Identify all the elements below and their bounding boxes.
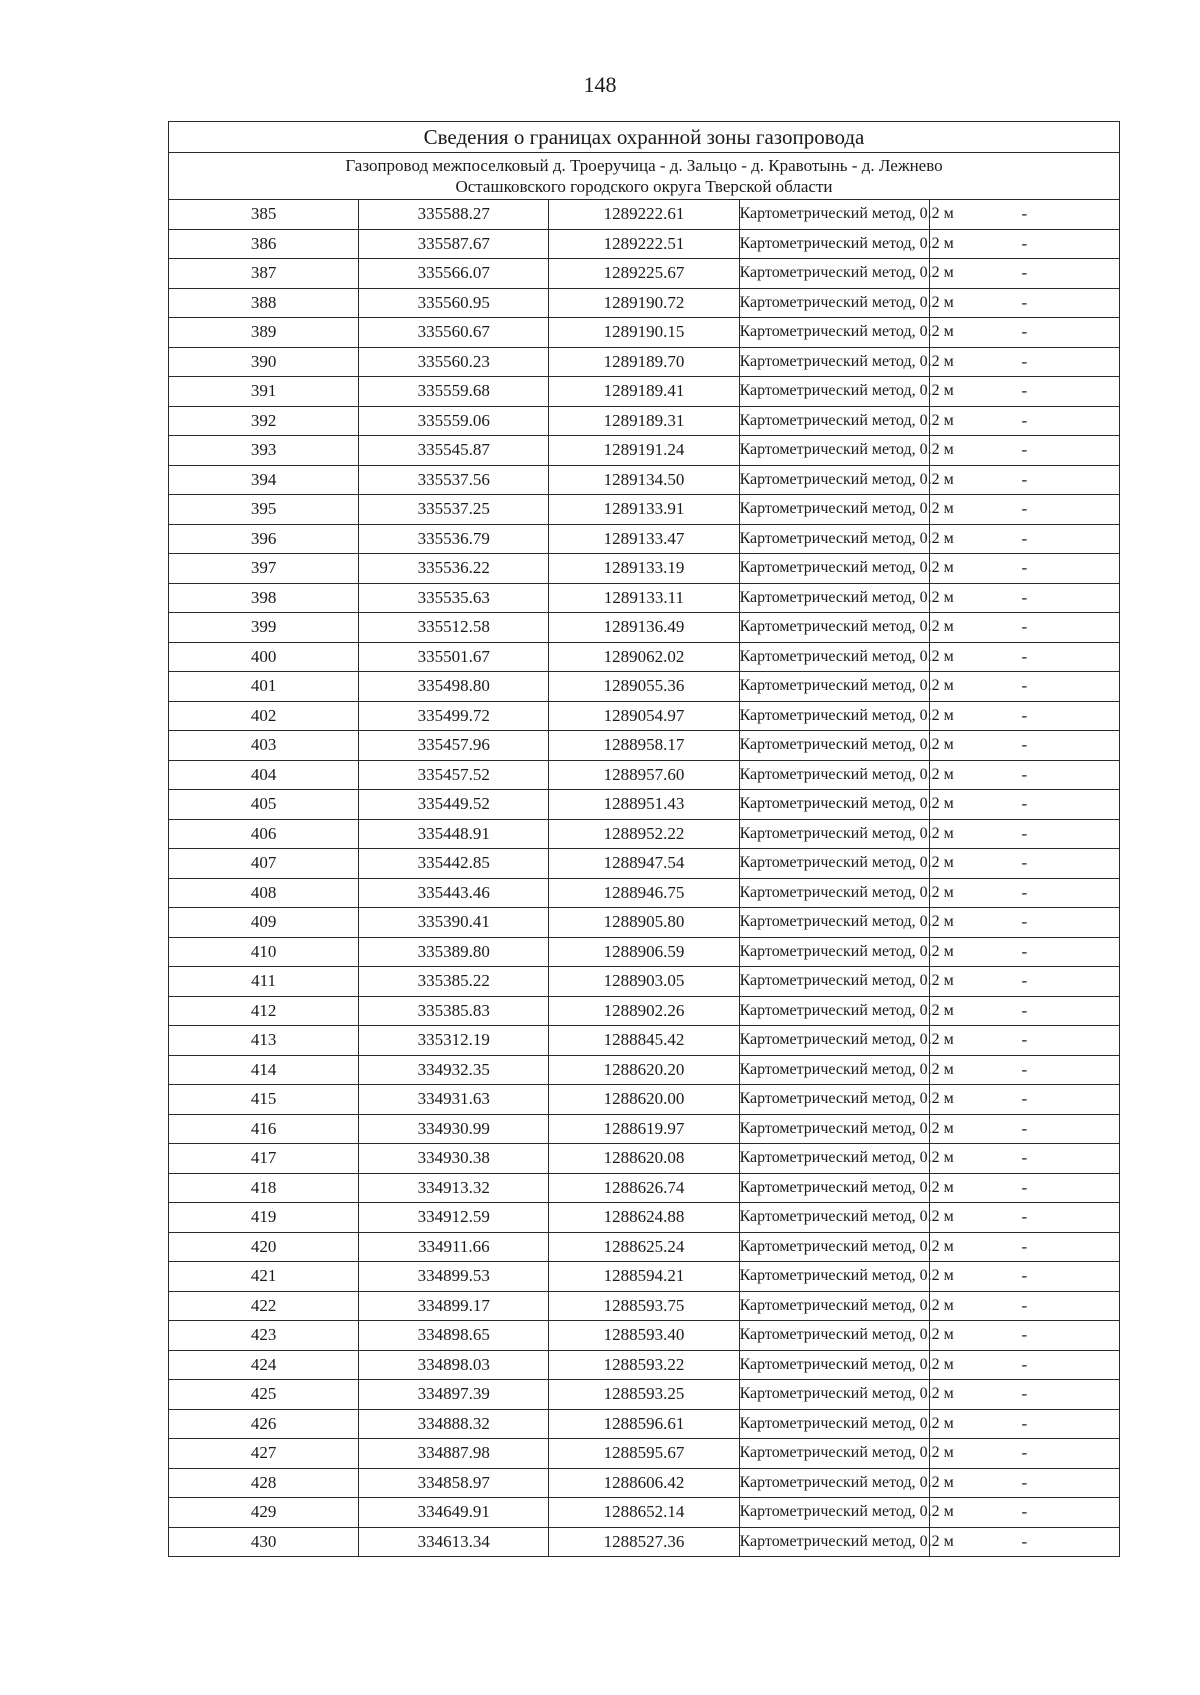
table-row [169, 937, 1120, 967]
coordinate-y-cell: 1289189.31 [549, 406, 739, 436]
notes-cell: - [929, 1291, 1119, 1321]
table-row [169, 1350, 1120, 1380]
table-row [169, 996, 1120, 1026]
notes-cell: - [929, 229, 1119, 259]
coordinate-y-cell: 1289062.02 [549, 642, 739, 672]
method-accuracy-cell: Картометрический метод, 0.2 м [739, 1527, 929, 1557]
method-accuracy-cell: Картометрический метод, 0.2 м [739, 1380, 929, 1410]
coordinate-x-cell: 335442.85 [359, 849, 549, 879]
coordinate-x-cell: 335448.91 [359, 819, 549, 849]
notes-cell: - [929, 495, 1119, 525]
coordinate-y-cell: 1289133.19 [549, 554, 739, 584]
table-title-row [169, 122, 1120, 153]
method-accuracy-cell: Картометрический метод, 0.2 м [739, 819, 929, 849]
coordinate-x-cell: 334911.66 [359, 1232, 549, 1262]
coordinate-y-cell: 1289190.72 [549, 288, 739, 318]
method-accuracy-cell: Картометрический метод, 0.2 м [739, 406, 929, 436]
method-accuracy-cell: Картометрический метод, 0.2 м [739, 1350, 929, 1380]
coordinate-x-cell: 335560.23 [359, 347, 549, 377]
method-accuracy-cell: Картометрический метод, 0.2 м [739, 495, 929, 525]
table-row [169, 819, 1120, 849]
method-accuracy-cell: Картометрический метод, 0.2 м [739, 1262, 929, 1292]
method-accuracy-cell: Картометрический метод, 0.2 м [739, 672, 929, 702]
method-accuracy-cell: Картометрический метод, 0.2 м [739, 583, 929, 613]
point-number-cell: 426 [169, 1409, 359, 1439]
point-number-cell: 405 [169, 790, 359, 820]
notes-cell: - [929, 318, 1119, 348]
coordinate-y-cell: 1288845.42 [549, 1026, 739, 1056]
point-number-cell: 391 [169, 377, 359, 407]
table-row [169, 672, 1120, 702]
point-number-cell: 388 [169, 288, 359, 318]
table-row [169, 1144, 1120, 1174]
notes-cell: - [929, 996, 1119, 1026]
method-accuracy-cell: Картометрический метод, 0.2 м [739, 1291, 929, 1321]
method-accuracy-cell: Картометрический метод, 0.2 м [739, 554, 929, 584]
notes-cell: - [929, 1144, 1119, 1174]
point-number-cell: 414 [169, 1055, 359, 1085]
notes-cell: - [929, 790, 1119, 820]
method-accuracy-cell: Картометрический метод, 0.2 м [739, 790, 929, 820]
notes-cell: - [929, 1409, 1119, 1439]
point-number-cell: 420 [169, 1232, 359, 1262]
table-row [169, 967, 1120, 997]
point-number-cell: 415 [169, 1085, 359, 1115]
coordinate-x-cell: 334899.53 [359, 1262, 549, 1292]
coordinate-y-cell: 1288903.05 [549, 967, 739, 997]
method-accuracy-cell: Картометрический метод, 0.2 м [739, 436, 929, 466]
point-number-cell: 429 [169, 1498, 359, 1528]
coordinate-x-cell: 335312.19 [359, 1026, 549, 1056]
table-row [169, 701, 1120, 731]
table-row [169, 1291, 1120, 1321]
table-row [169, 1232, 1120, 1262]
table-row [169, 583, 1120, 613]
coordinate-y-cell: 1288958.17 [549, 731, 739, 761]
point-number-cell: 428 [169, 1468, 359, 1498]
table-row [169, 229, 1120, 259]
notes-cell: - [929, 259, 1119, 289]
table-row [169, 1173, 1120, 1203]
table-row [169, 642, 1120, 672]
table-row [169, 1055, 1120, 1085]
coordinate-y-cell: 1289189.70 [549, 347, 739, 377]
coordinate-x-cell: 335390.41 [359, 908, 549, 938]
table-row [169, 554, 1120, 584]
point-number-cell: 387 [169, 259, 359, 289]
notes-cell: - [929, 524, 1119, 554]
method-accuracy-cell: Картометрический метод, 0.2 м [739, 229, 929, 259]
point-number-cell: 417 [169, 1144, 359, 1174]
point-number-cell: 424 [169, 1350, 359, 1380]
method-accuracy-cell: Картометрический метод, 0.2 м [739, 318, 929, 348]
method-accuracy-cell: Картометрический метод, 0.2 м [739, 642, 929, 672]
coordinate-x-cell: 335535.63 [359, 583, 549, 613]
table-row [169, 1114, 1120, 1144]
table-row [169, 1409, 1120, 1439]
notes-cell: - [929, 908, 1119, 938]
notes-cell: - [929, 1498, 1119, 1528]
method-accuracy-cell: Картометрический метод, 0.2 м [739, 377, 929, 407]
method-accuracy-cell: Картометрический метод, 0.2 м [739, 1085, 929, 1115]
coordinate-x-cell: 335512.58 [359, 613, 549, 643]
coordinate-y-cell: 1289134.50 [549, 465, 739, 495]
notes-cell: - [929, 760, 1119, 790]
table-row [169, 849, 1120, 879]
coordinate-x-cell: 335559.68 [359, 377, 549, 407]
point-number-cell: 423 [169, 1321, 359, 1351]
method-accuracy-cell: Картометрический метод, 0.2 м [739, 613, 929, 643]
coordinate-x-cell: 334931.63 [359, 1085, 549, 1115]
table-row [169, 347, 1120, 377]
coordinate-x-cell: 335499.72 [359, 701, 549, 731]
method-accuracy-cell: Картометрический метод, 0.2 м [739, 1321, 929, 1351]
coordinate-y-cell: 1289190.15 [549, 318, 739, 348]
point-number-cell: 412 [169, 996, 359, 1026]
method-accuracy-cell: Картометрический метод, 0.2 м [739, 1468, 929, 1498]
coordinate-y-cell: 1288652.14 [549, 1498, 739, 1528]
notes-cell: - [929, 1321, 1119, 1351]
point-number-cell: 401 [169, 672, 359, 702]
table-row [169, 790, 1120, 820]
notes-cell: - [929, 1055, 1119, 1085]
notes-cell: - [929, 642, 1119, 672]
coordinate-x-cell: 335536.79 [359, 524, 549, 554]
notes-cell: - [929, 701, 1119, 731]
point-number-cell: 406 [169, 819, 359, 849]
coordinate-y-cell: 1288620.08 [549, 1144, 739, 1174]
coordinate-x-cell: 334930.99 [359, 1114, 549, 1144]
notes-cell: - [929, 1527, 1119, 1557]
method-accuracy-cell: Картометрический метод, 0.2 м [739, 1203, 929, 1233]
table-row [169, 760, 1120, 790]
table-row [169, 406, 1120, 436]
table-row [169, 878, 1120, 908]
notes-cell: - [929, 1203, 1119, 1233]
table-row [169, 1527, 1120, 1557]
point-number-cell: 403 [169, 731, 359, 761]
notes-cell: - [929, 819, 1119, 849]
coordinate-y-cell: 1289225.67 [549, 259, 739, 289]
coordinate-y-cell: 1289222.61 [549, 200, 739, 230]
notes-cell: - [929, 406, 1119, 436]
point-number-cell: 390 [169, 347, 359, 377]
method-accuracy-cell: Картометрический метод, 0.2 м [739, 701, 929, 731]
coordinate-x-cell: 334913.32 [359, 1173, 549, 1203]
coordinate-y-cell: 1288902.26 [549, 996, 739, 1026]
notes-cell: - [929, 377, 1119, 407]
table-row [169, 1262, 1120, 1292]
table-row [169, 524, 1120, 554]
table-title: Сведения о границах охранной зоны газопровода [169, 122, 1120, 153]
coordinate-y-cell: 1289222.51 [549, 229, 739, 259]
table-row [169, 288, 1120, 318]
table-row [169, 908, 1120, 938]
coordinate-y-cell: 1289133.11 [549, 583, 739, 613]
table-row [169, 377, 1120, 407]
notes-cell: - [929, 1262, 1119, 1292]
point-number-cell: 409 [169, 908, 359, 938]
notes-cell: - [929, 1026, 1119, 1056]
coordinate-y-cell: 1288906.59 [549, 937, 739, 967]
coordinate-x-cell: 334898.03 [359, 1350, 549, 1380]
notes-cell: - [929, 1380, 1119, 1410]
notes-cell: - [929, 731, 1119, 761]
table-row [169, 200, 1120, 230]
coordinate-x-cell: 335545.87 [359, 436, 549, 466]
coordinate-x-cell: 334613.34 [359, 1527, 549, 1557]
method-accuracy-cell: Картометрический метод, 0.2 м [739, 524, 929, 554]
coordinate-x-cell: 335457.52 [359, 760, 549, 790]
method-accuracy-cell: Картометрический метод, 0.2 м [739, 288, 929, 318]
coordinate-x-cell: 335536.22 [359, 554, 549, 584]
subtitle-line-1: Газопровод межпоселковый д. Троеручица - д. Зальцо - д. Кравотынь - д. Лежнево [345, 156, 943, 175]
method-accuracy-cell: Картометрический метод, 0.2 м [739, 1498, 929, 1528]
coordinate-y-cell: 1288593.25 [549, 1380, 739, 1410]
table-row [169, 495, 1120, 525]
notes-cell: - [929, 1350, 1119, 1380]
point-number-cell: 410 [169, 937, 359, 967]
method-accuracy-cell: Картометрический метод, 0.2 м [739, 259, 929, 289]
table-row [169, 1085, 1120, 1115]
coordinate-x-cell: 335457.96 [359, 731, 549, 761]
coordinate-x-cell: 334649.91 [359, 1498, 549, 1528]
coordinate-y-cell: 1288952.22 [549, 819, 739, 849]
table-body [169, 200, 1120, 1557]
coordinate-y-cell: 1288625.24 [549, 1232, 739, 1262]
method-accuracy-cell: Картометрический метод, 0.2 м [739, 996, 929, 1026]
coordinate-y-cell: 1288626.74 [549, 1173, 739, 1203]
table-row [169, 1439, 1120, 1469]
point-number-cell: 408 [169, 878, 359, 908]
coordinate-y-cell: 1289054.97 [549, 701, 739, 731]
point-number-cell: 386 [169, 229, 359, 259]
notes-cell: - [929, 583, 1119, 613]
coordinate-y-cell: 1288596.61 [549, 1409, 739, 1439]
coordinate-y-cell: 1288619.97 [549, 1114, 739, 1144]
coordinate-y-cell: 1289055.36 [549, 672, 739, 702]
notes-cell: - [929, 465, 1119, 495]
point-number-cell: 398 [169, 583, 359, 613]
table-row [169, 613, 1120, 643]
table-row [169, 1026, 1120, 1056]
coordinate-x-cell: 335537.25 [359, 495, 549, 525]
coordinate-y-cell: 1288957.60 [549, 760, 739, 790]
method-accuracy-cell: Картометрический метод, 0.2 м [739, 1173, 929, 1203]
coordinate-y-cell: 1288946.75 [549, 878, 739, 908]
point-number-cell: 402 [169, 701, 359, 731]
coordinate-x-cell: 334858.97 [359, 1468, 549, 1498]
coordinate-x-cell: 335449.52 [359, 790, 549, 820]
point-number-cell: 427 [169, 1439, 359, 1469]
coordinate-y-cell: 1289136.49 [549, 613, 739, 643]
method-accuracy-cell: Картометрический метод, 0.2 м [739, 760, 929, 790]
coordinate-x-cell: 334898.65 [359, 1321, 549, 1351]
notes-cell: - [929, 288, 1119, 318]
table-row [169, 465, 1120, 495]
table-row [169, 318, 1120, 348]
point-number-cell: 421 [169, 1262, 359, 1292]
coordinate-y-cell: 1288606.42 [549, 1468, 739, 1498]
notes-cell: - [929, 200, 1119, 230]
coordinate-y-cell: 1288905.80 [549, 908, 739, 938]
table-subtitle-row [169, 153, 1120, 200]
notes-cell: - [929, 1085, 1119, 1115]
point-number-cell: 396 [169, 524, 359, 554]
table-row [169, 259, 1120, 289]
coordinate-x-cell: 334899.17 [359, 1291, 549, 1321]
point-number-cell: 411 [169, 967, 359, 997]
method-accuracy-cell: Картометрический метод, 0.2 м [739, 347, 929, 377]
notes-cell: - [929, 1173, 1119, 1203]
coordinate-x-cell: 334897.39 [359, 1380, 549, 1410]
coordinate-y-cell: 1288620.00 [549, 1085, 739, 1115]
notes-cell: - [929, 878, 1119, 908]
coordinate-y-cell: 1288594.21 [549, 1262, 739, 1292]
coordinate-x-cell: 335389.80 [359, 937, 549, 967]
notes-cell: - [929, 967, 1119, 997]
method-accuracy-cell: Картометрический метод, 0.2 м [739, 849, 929, 879]
point-number-cell: 400 [169, 642, 359, 672]
coordinate-y-cell: 1288951.43 [549, 790, 739, 820]
notes-cell: - [929, 613, 1119, 643]
point-number-cell: 419 [169, 1203, 359, 1233]
method-accuracy-cell: Картометрический метод, 0.2 м [739, 1439, 929, 1469]
coordinate-x-cell: 335588.27 [359, 200, 549, 230]
table-subtitle [169, 153, 1120, 200]
coordinate-x-cell: 334930.38 [359, 1144, 549, 1174]
point-number-cell: 385 [169, 200, 359, 230]
table-row [169, 1380, 1120, 1410]
coordinate-y-cell: 1288593.75 [549, 1291, 739, 1321]
coordinate-x-cell: 335560.95 [359, 288, 549, 318]
table-row [169, 436, 1120, 466]
coordinate-y-cell: 1289133.91 [549, 495, 739, 525]
notes-cell: - [929, 554, 1119, 584]
method-accuracy-cell: Картометрический метод, 0.2 м [739, 200, 929, 230]
point-number-cell: 397 [169, 554, 359, 584]
table-row [169, 1498, 1120, 1528]
coordinate-x-cell: 335559.06 [359, 406, 549, 436]
coordinate-x-cell: 335385.22 [359, 967, 549, 997]
notes-cell: - [929, 937, 1119, 967]
table-row [169, 1468, 1120, 1498]
method-accuracy-cell: Картометрический метод, 0.2 м [739, 967, 929, 997]
method-accuracy-cell: Картометрический метод, 0.2 м [739, 1026, 929, 1056]
table-row [169, 1321, 1120, 1351]
coordinate-y-cell: 1288527.36 [549, 1527, 739, 1557]
method-accuracy-cell: Картометрический метод, 0.2 м [739, 1055, 929, 1085]
notes-cell: - [929, 1439, 1119, 1469]
point-number-cell: 392 [169, 406, 359, 436]
method-accuracy-cell: Картометрический метод, 0.2 м [739, 878, 929, 908]
coordinate-x-cell: 334932.35 [359, 1055, 549, 1085]
coordinate-y-cell: 1288593.22 [549, 1350, 739, 1380]
table-row [169, 731, 1120, 761]
coordinate-x-cell: 334887.98 [359, 1439, 549, 1469]
coordinate-x-cell: 334912.59 [359, 1203, 549, 1233]
coordinate-y-cell: 1288620.20 [549, 1055, 739, 1085]
notes-cell: - [929, 849, 1119, 879]
coordinate-y-cell: 1289133.47 [549, 524, 739, 554]
point-number-cell: 404 [169, 760, 359, 790]
subtitle-line-2: Осташковского городского округа Тверской области [455, 177, 833, 196]
notes-cell: - [929, 672, 1119, 702]
coordinate-y-cell: 1289191.24 [549, 436, 739, 466]
coordinate-x-cell: 335560.67 [359, 318, 549, 348]
point-number-cell: 418 [169, 1173, 359, 1203]
method-accuracy-cell: Картометрический метод, 0.2 м [739, 465, 929, 495]
point-number-cell: 413 [169, 1026, 359, 1056]
point-number-cell: 393 [169, 436, 359, 466]
page-number: 148 [583, 72, 617, 97]
coordinate-y-cell: 1288947.54 [549, 849, 739, 879]
method-accuracy-cell: Картометрический метод, 0.2 м [739, 731, 929, 761]
method-accuracy-cell: Картометрический метод, 0.2 м [739, 908, 929, 938]
notes-cell: - [929, 1114, 1119, 1144]
method-accuracy-cell: Картометрический метод, 0.2 м [739, 1409, 929, 1439]
coordinate-y-cell: 1289189.41 [549, 377, 739, 407]
point-number-cell: 422 [169, 1291, 359, 1321]
coordinate-y-cell: 1288595.67 [549, 1439, 739, 1469]
coordinate-x-cell: 335587.67 [359, 229, 549, 259]
coordinate-y-cell: 1288624.88 [549, 1203, 739, 1233]
coordinate-x-cell: 335443.46 [359, 878, 549, 908]
point-number-cell: 395 [169, 495, 359, 525]
table-row [169, 1203, 1120, 1233]
coordinate-x-cell: 335501.67 [359, 642, 549, 672]
method-accuracy-cell: Картометрический метод, 0.2 м [739, 1144, 929, 1174]
zone-boundary-table [168, 121, 1120, 1557]
notes-cell: - [929, 347, 1119, 377]
point-number-cell: 430 [169, 1527, 359, 1557]
point-number-cell: 416 [169, 1114, 359, 1144]
method-accuracy-cell: Картометрический метод, 0.2 м [739, 937, 929, 967]
point-number-cell: 425 [169, 1380, 359, 1410]
method-accuracy-cell: Картометрический метод, 0.2 м [739, 1114, 929, 1144]
coordinate-y-cell: 1288593.40 [549, 1321, 739, 1351]
point-number-cell: 399 [169, 613, 359, 643]
notes-cell: - [929, 1232, 1119, 1262]
point-number-cell: 394 [169, 465, 359, 495]
point-number-cell: 389 [169, 318, 359, 348]
method-accuracy-cell: Картометрический метод, 0.2 м [739, 1232, 929, 1262]
notes-cell: - [929, 1468, 1119, 1498]
coordinate-x-cell: 335537.56 [359, 465, 549, 495]
coordinate-x-cell: 334888.32 [359, 1409, 549, 1439]
coordinate-x-cell: 335385.83 [359, 996, 549, 1026]
coordinate-x-cell: 335566.07 [359, 259, 549, 289]
notes-cell: - [929, 436, 1119, 466]
point-number-cell: 407 [169, 849, 359, 879]
coordinate-x-cell: 335498.80 [359, 672, 549, 702]
